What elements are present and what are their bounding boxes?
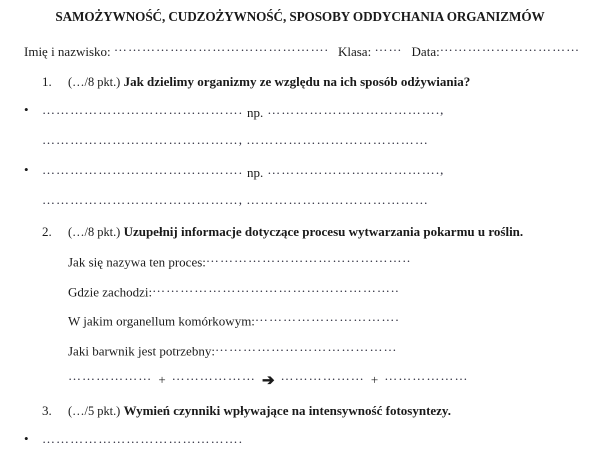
name-fill-line[interactable]: ………………………………………. [113,38,329,54]
bullet-icon: • [24,101,29,117]
question-2-text: Uzupełnij informacje dotyczące procesu wytwarzania pokarmu u roślin. [123,224,524,240]
sub-question-fill-line[interactable]: …………………………. [254,309,400,325]
question-1-number: 1. [42,73,52,89]
question-2-sub-2 [68,280,600,301]
equation-term-1-fill-line[interactable]: ……………… [68,368,153,384]
name-label: Imię i nazwisko: [24,43,111,59]
sub-question-fill-line[interactable]: ………………………………… [214,338,398,354]
example-fill-line[interactable]: ………………………………., [267,101,445,117]
class-label: Klasa: [337,43,372,59]
question-1-bullet-1-continuation [0,132,600,151]
sub-question-fill-line[interactable]: …………………………………….. [205,250,412,266]
question-3-points: (…/5 pkt.) [68,404,121,419]
arrow-right-icon: ➔ [261,373,275,390]
answer-fill-line[interactable]: ……………………………………. [42,161,243,177]
question-3-bullet-1 [0,431,600,450]
answer-fill-line[interactable]: ……………………………………. [42,101,243,117]
question-3 [0,403,600,420]
answer-fill-line[interactable]: ………………………………… [246,192,429,208]
example-label: np. [247,105,264,121]
question-2-number: 2. [42,224,52,240]
sub-question-label: W jakim organellum komórkowym: [68,313,255,329]
date-fill-line[interactable]: ………………………… [439,38,581,54]
question-2-sub-1 [68,250,600,271]
question-1-points: (…/8 pkt.) [68,74,121,89]
class-fill-line[interactable]: …… [374,38,403,54]
answer-fill-line[interactable]: ………………………………… [246,131,429,147]
example-fill-line[interactable]: ………………………………., [267,161,445,177]
example-label: np. [247,165,264,181]
page-title: SAMOŻYWNOŚĆ, CUDZOŻYWNOŚĆ, SPOSOBY ODDYCHANIA ORGANIZMÓW [55,9,545,24]
equation-term-3-fill-line[interactable]: ……………… [280,368,365,384]
plus-icon: + [158,372,166,388]
question-1 [0,74,600,91]
question-2-points: (…/8 pkt.) [68,225,121,240]
sub-question-label: Gdzie zachodzi: [68,283,153,299]
question-2 [0,224,600,390]
question-2-sub-3 [68,309,600,330]
answer-fill-line[interactable]: ……………………………………, [42,192,243,208]
question-1-bullet-2 [0,162,600,181]
equation-term-2-fill-line[interactable]: ……………… [171,368,256,384]
answer-fill-line[interactable]: ……………………………………. [42,431,243,446]
sub-question-fill-line[interactable]: …………………………………………….. [152,279,400,295]
question-1-text: Jak dzielimy organizmy ze względu na ich sposób odżywiania? [123,73,471,89]
plus-icon: + [370,372,379,388]
question-2-sub-4 [68,339,600,360]
sub-question-label: Jak się nazywa ten proces: [68,254,206,270]
question-2-equation [68,368,600,390]
question-3-text: Wymień czynniki wpływające na intensywność fotosyntezy. [123,403,451,419]
question-1-bullet-2-continuation [0,192,600,211]
answer-fill-line[interactable]: ……………………………………, [42,131,243,147]
date-label: Data: [411,43,440,59]
question-3-number: 3. [42,403,52,419]
sub-question-label: Jaki barwnik jest potrzebny: [68,342,215,358]
equation-term-4-fill-line[interactable]: ……………… [384,368,469,384]
identification-line [24,39,600,61]
question-1-bullet-1 [0,102,600,121]
bullet-icon: • [24,431,29,446]
bullet-icon: • [24,161,29,177]
